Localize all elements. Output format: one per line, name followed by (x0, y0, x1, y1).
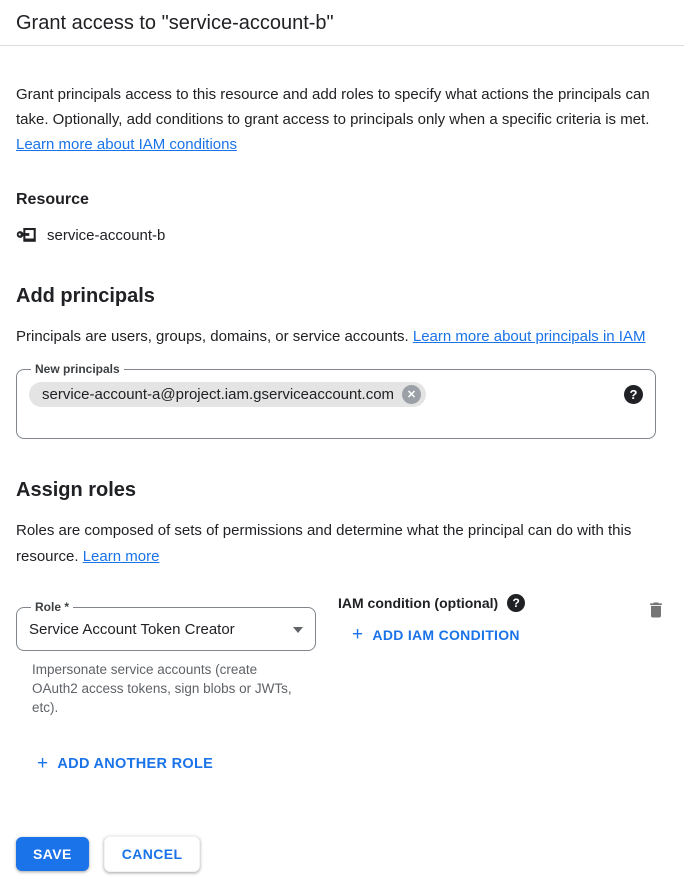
chip-remove-icon[interactable]: ✕ (402, 385, 421, 404)
service-account-icon (16, 226, 37, 245)
delete-role-column (646, 588, 668, 626)
add-another-role-label: ADD ANOTHER ROLE (57, 755, 214, 772)
role-column (16, 588, 316, 717)
page-title: Grant access to "service-account-b" (16, 12, 334, 34)
add-iam-condition-button[interactable] (352, 625, 520, 644)
roles-description-text: Roles are composed of sets of permissions and determine what the principal can do with this resource. (16, 522, 632, 565)
iam-conditions-link[interactable]: Learn more about IAM conditions (16, 136, 237, 153)
intro-text: Grant principals access to this resource and add roles to specify what actions the principals can take. Optionally, add conditions to grant access to principals only when a specific criteria is met. (16, 86, 650, 128)
role-selected-value: Service Account Token Creator (29, 621, 235, 638)
principal-chip-value: service-account-a@project.iam.gserviceaccount.com (42, 386, 395, 403)
resource-name: service-account-b (47, 227, 166, 244)
plus-icon: + (37, 753, 49, 774)
chevron-down-icon (293, 627, 303, 633)
principals-description-text: Principals are users, groups, domains, or service accounts. (16, 328, 409, 345)
roles-learn-more-link[interactable]: Learn more (82, 548, 160, 565)
dialog-content (0, 82, 684, 872)
role-label: Role * (35, 600, 70, 614)
intro-paragraph (16, 82, 664, 157)
resource-row (16, 226, 668, 245)
iam-condition-help-icon[interactable]: ? (507, 594, 525, 612)
new-principals-input[interactable] (29, 380, 643, 426)
assign-roles-description (16, 518, 664, 570)
role-helper-text: Impersonate service accounts (create OAuth2 access tokens, sign blobs or JWTs, etc). (32, 662, 292, 715)
new-principals-field[interactable] (16, 362, 656, 439)
principals-help-icon[interactable]: ? (624, 385, 643, 404)
dialog-header (0, 0, 684, 46)
assign-roles-heading: Assign roles (16, 479, 137, 501)
new-principals-label: New principals (35, 362, 120, 376)
add-principals-description (16, 324, 664, 350)
principal-chip (29, 382, 426, 407)
role-row (16, 588, 668, 717)
add-iam-condition-label: ADD IAM CONDITION (372, 626, 520, 643)
save-button[interactable]: SAVE (16, 837, 89, 871)
delete-role-button[interactable] (646, 599, 666, 624)
role-select[interactable] (16, 600, 316, 651)
iam-condition-label: IAM condition (optional) (338, 595, 499, 611)
trash-icon (646, 599, 666, 621)
iam-condition-label-row (338, 594, 646, 612)
resource-heading: Resource (16, 191, 89, 208)
principals-learn-more-link[interactable]: Learn more about principals in IAM (412, 328, 646, 345)
cancel-button[interactable]: CANCEL (104, 836, 201, 872)
role-value-row[interactable] (29, 618, 303, 638)
iam-condition-column (338, 588, 646, 645)
plus-icon: + (352, 624, 364, 645)
dialog-actions (16, 836, 668, 872)
add-another-role-button[interactable] (37, 754, 213, 773)
add-principals-heading: Add principals (16, 285, 155, 307)
